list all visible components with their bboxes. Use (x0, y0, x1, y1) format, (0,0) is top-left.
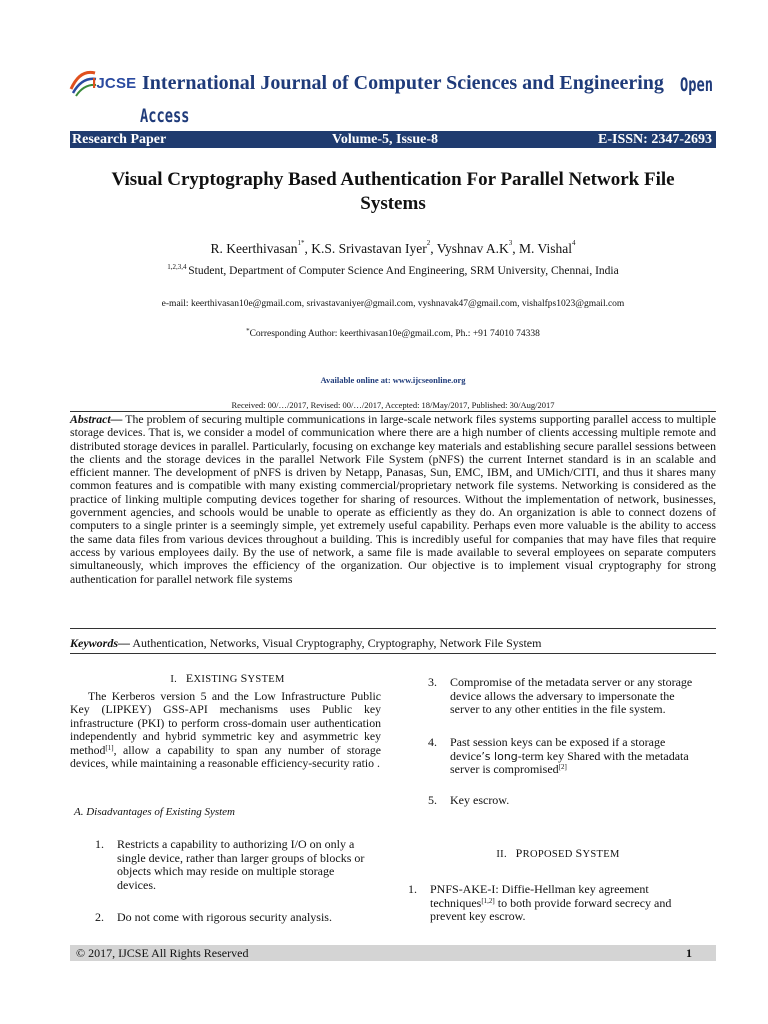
available-online-link[interactable]: Available online at: www.ijcseonline.org (320, 375, 466, 385)
list-item: 5. Key escrow. (428, 793, 510, 807)
list-item: 1. Restricts a capability to authorizing I/O on only a single device, rather than larger groups of blocks or objects which may reside on multiple storage devices. (95, 837, 365, 892)
paper-type: Research Paper (72, 132, 167, 147)
affiliation: $^{1,2,3,4}$ Student, Department of Computer Science And Engineering, SRM University, Chennai, India (167, 263, 619, 277)
corresponding-author: *Corresponding Author: keerthivasan10e@gmail.com, Ph.: +91 74010 74338 (246, 327, 540, 339)
issue-info-bar (70, 131, 716, 148)
abstract: Abstract— The problem of securing multiple communications in large-scale network files systems supporting parallel access to multiple storage devices. That is, we consider a model of communication where there are a high number of clients accessing multiple remote and distributed storage devices in parallel. Particularly, focusing on exchange key materials and establishing secure parallel sessions between the clients and the storage devices in the parallel Network File System (pNFS) the current Internet standard is in an scalable and efficient manner. The development of pNFS is driven by Netapp, Panasas, Sun, EMC, IBM, and UMich/CITI, and thus it shares many common features and is compatible with many existing commercial/proprietary network file systems. Networking is considered as the practice of linking multiple computing devices together for sharing of resources. Without the implementation of network, businesses, government agencies, and schools would be unable to operate as efficiently as they do. An organization is able to connect dozens of computers to a single printer is a seemingly simple, yet extremely useful capability. Perhaps even more valuable is the ability to access the same data files from various devices throughout a building. This is incredibly useful for companies that may have files that require access by various employees daily. By the use of network, a same file is made available to several employees on separate computers simultaneously, which improves the efficiency of the organization. Our objective is to implement visual cryptography for strong authentication for parallel network file systems (70, 412, 716, 586)
copyright: © 2017, IJCSE All Rights Reserved (76, 946, 249, 960)
divider (70, 628, 716, 629)
publication-dates: Received: 00/…/2017, Revised: 00/…/2017, Accepted: 18/May/2017, Published: 30/Aug/2017 (231, 400, 555, 410)
keywords: Keywords— Authentication, Networks, Visual Cryptography, Cryptography, Network File System (70, 636, 542, 650)
volume-issue: Volume-5, Issue-8 (332, 132, 439, 147)
existing-system-paragraph: The Kerberos version 5 and the Low Infrastructure Public Key (LIPKEY) GSS-API mechanisms uses Public key infrastructure (PKI) to perform cross-domain user authentication independently and hybrid symmetric key and asymmetric key method[1], allow a capability to span any number of storage devices, while maintaining a reasonable efficiency-security ratio . (70, 689, 381, 771)
author-list: R. Keerthivasan$^{1*}$, K.S. Srivastavan Iyer$^2$, Vyshnav $A.K^3$, M. Vishal$^4$ (210, 239, 576, 256)
list-item: 3. Compromise of the metadata server or any storage device allows the adversary to impersonate the server to any other entities in the file system. (428, 675, 693, 717)
open-access-label-continued: Access (140, 105, 190, 127)
journal-title: International Journal of Computer Sciences and Engineering (142, 72, 664, 94)
page-number: 1 (686, 946, 692, 960)
divider (70, 653, 716, 654)
author-emails: e-mail: keerthivasan10e@gmail.com, srivastavaniyer@gmail.com, vyshnavak47@gmail.com, vishalfps1023@gmail.com (161, 299, 625, 309)
list-item: 1. PNFS-AKE-I: Diffie-Hellman key agreement techniques[1,2] to both provide forward secrecy and prevent key escrow. (408, 882, 672, 924)
journal-logo (68, 67, 140, 99)
list-item: 2. Do not come with rigorous security analysis. (95, 910, 332, 924)
page-footer (70, 945, 716, 961)
subsection-heading: A. Disadvantages of Existing System (74, 806, 236, 818)
section-heading-proposed-system: II. PROPOSED SYSTEM (496, 846, 620, 860)
paper-title: Visual Cryptography Based Authentication For Parallel Network File Systems (111, 169, 675, 214)
logo-text: IJCSE (92, 75, 137, 92)
list-item: 4. Past session keys can be exposed if a storage device’s long-term key Shared with the metadata server is compromised[2] (428, 735, 689, 777)
section-heading-existing-system: I. EXISTING SYSTEM (170, 671, 285, 685)
issn: E-ISSN: 2347-2693 (598, 132, 712, 147)
open-access-label: Open (680, 74, 713, 96)
